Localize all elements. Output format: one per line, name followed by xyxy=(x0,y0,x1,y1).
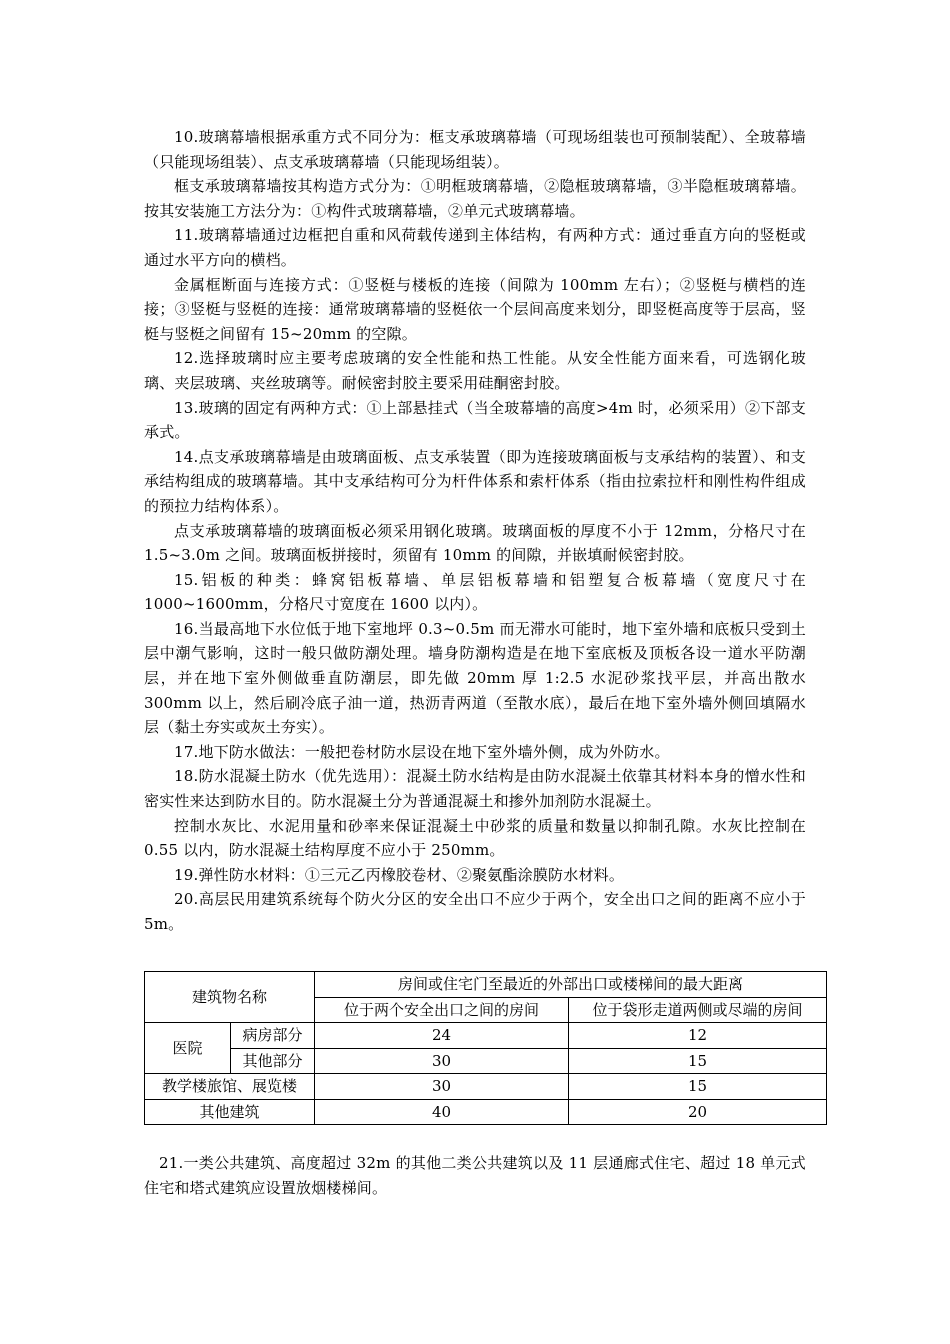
header-max-distance: 房间或住宅门至最近的外部出口或楼梯间的最大距离 xyxy=(315,972,827,998)
paragraph-12: 12.选择玻璃时应主要考虑玻璃的安全性能和热工性能。从安全性能方面来看，可选钢化玻璃、夹层玻璃、夹丝玻璃等。耐候密封胶主要采用硅酮密封胶。 xyxy=(144,349,806,392)
document-body xyxy=(144,125,806,937)
paragraph-14-cont: 点支承玻璃幕墙的玻璃面板必须采用钢化玻璃。玻璃面板的厚度不小于 12mm，分格尺寸在 1.5~3.0m 之间。玻璃面板拼接时，须留有 10mm 的间隙，并嵌填耐候密封胶。 xyxy=(144,521,806,565)
paragraph-16: 16.当最高地下水位低于地下室地坪 0.3~0.5m 而无滞水可能时，地下室外墙和底板只受到土层中潮气影响，这时一般只做防潮处理。墙身防潮构造是在地下室底板及顶板各设一道水平防潮层，并在地下室外侧做垂直防潮层，即先做 20mm 厚 1:2.5 水泥砂浆找平层，并高出散水 300mm 以上，然后刷冷底子油一道，热沥青两道（至散水底），最后在地下室外墙外侧回填隔水层（黏土夯实或灰土夯实）。 xyxy=(144,619,806,737)
cell-row-name: 病房部分 xyxy=(231,1023,315,1049)
cell-value: 15 xyxy=(569,1048,827,1074)
paragraph-14: 14.点支承玻璃幕墙是由玻璃面板、点支承装置（即为连接玻璃面板与支承结构的装置）、和支承结构组成的玻璃幕墙。其中支承结构可分为杆件体系和索杆体系（指由拉索拉杆和刚性构件组成的预拉力结构体系）。 xyxy=(144,447,806,515)
paragraph-10: 10.玻璃幕墙根据承重方式不同分为：框支承玻璃幕墙（可现场组装也可预制装配）、全玻幕墙（只能现场组装）、点支承玻璃幕墙（只能现场组装）。 xyxy=(144,128,806,171)
cell-value: 30 xyxy=(315,1048,569,1074)
header-building-name: 建筑物名称 xyxy=(145,972,315,1023)
table-row xyxy=(145,1048,827,1074)
header-between-exits: 位于两个安全出口之间的房间 xyxy=(315,997,569,1023)
paragraph-15: 15.铝板的种类：蜂窝铝板幕墙、单层铝板幕墙和铝塑复合板幕墙（宽度尺寸在 1000~1600mm，分格尺寸宽度在 1600 以内）。 xyxy=(144,570,806,614)
paragraph-11: 11.玻璃幕墙通过边框把自重和风荷载传递到主体结构，有两种方式：通过垂直方向的竖梃或通过水平方向的横档。 xyxy=(144,226,806,269)
cell-row-name: 其他部分 xyxy=(231,1048,315,1074)
paragraph-18: 18.防水混凝土防水（优先选用）：混凝土防水结构是由防水混凝土依靠其材料本身的憎水性和密实性来达到防水目的。防水混凝土分为普通混凝土和掺外加剂防水混凝土。 xyxy=(144,767,806,811)
paragraph-18-cont: 控制水灰比、水泥用量和砂率来保证混凝土中砂浆的质量和数量以抑制孔隙。水灰比控制在 0.55 以内，防水混凝土结构厚度不应小于 250mm。 xyxy=(144,816,806,860)
paragraph-13: 13.玻璃的固定有两种方式：①上部悬挂式（当全玻幕墙的高度>4m 时，必须采用）②下部支承式。 xyxy=(144,398,806,442)
paragraph-20: 20.高层民用建筑系统每个防火分区的安全出口不应少于两个，安全出口之间的距离不应小于 5m。 xyxy=(144,890,806,933)
cell-value: 20 xyxy=(569,1099,827,1125)
table-header-row xyxy=(145,972,827,998)
paragraph-19: 19.弹性防水材料：①三元乙丙橡胶卷材、②聚氨酯涂膜防水材料。 xyxy=(174,865,625,884)
table-row xyxy=(145,1099,827,1125)
table-row xyxy=(145,1074,827,1100)
paragraph-21: 21.一类公共建筑、高度超过 32m 的其他二类公共建筑以及 11 层通廊式住宅、超过 18 单元式住宅和塔式建筑应设置放烟楼梯间。 xyxy=(144,1154,806,1197)
paragraph-10-cont: 框支承玻璃幕墙按其构造方式分为：①明框玻璃幕墙，②隐框玻璃幕墙，③半隐框玻璃幕墙。按其安装施工方法分为：①构件式玻璃幕墙，②单元式玻璃幕墙。 xyxy=(144,177,806,220)
cell-value: 40 xyxy=(315,1099,569,1125)
cell-value: 24 xyxy=(315,1023,569,1049)
cell-value: 12 xyxy=(569,1023,827,1049)
cell-row-name: 其他建筑 xyxy=(145,1099,315,1125)
cell-value: 30 xyxy=(315,1074,569,1100)
cell-value: 15 xyxy=(569,1074,827,1100)
distance-table xyxy=(144,971,827,1125)
paragraph-11-cont: 金属框断面与连接方式：①竖梃与楼板的连接（间隙为 100mm 左右）；②竖梃与横档的连接；③竖梃与竖梃的连接：通常玻璃幕墙的竖梃依一个层间高度来划分，即竖梃高度等于层高，竖梃与竖梃之间留有 15~20mm 的空隙。 xyxy=(144,275,806,343)
table-row xyxy=(145,1023,827,1049)
after-table-body xyxy=(144,1151,806,1201)
header-dead-end: 位于袋形走道两侧或尽端的房间 xyxy=(569,997,827,1023)
distance-table-wrapper xyxy=(144,971,826,1125)
paragraph-17: 17.地下防水做法：一般把卷材防水层设在地下室外墙外侧，成为外防水。 xyxy=(174,742,670,761)
cell-row-name: 教学楼旅馆、展览楼 xyxy=(145,1074,315,1100)
cell-hospital: 医院 xyxy=(145,1023,231,1074)
